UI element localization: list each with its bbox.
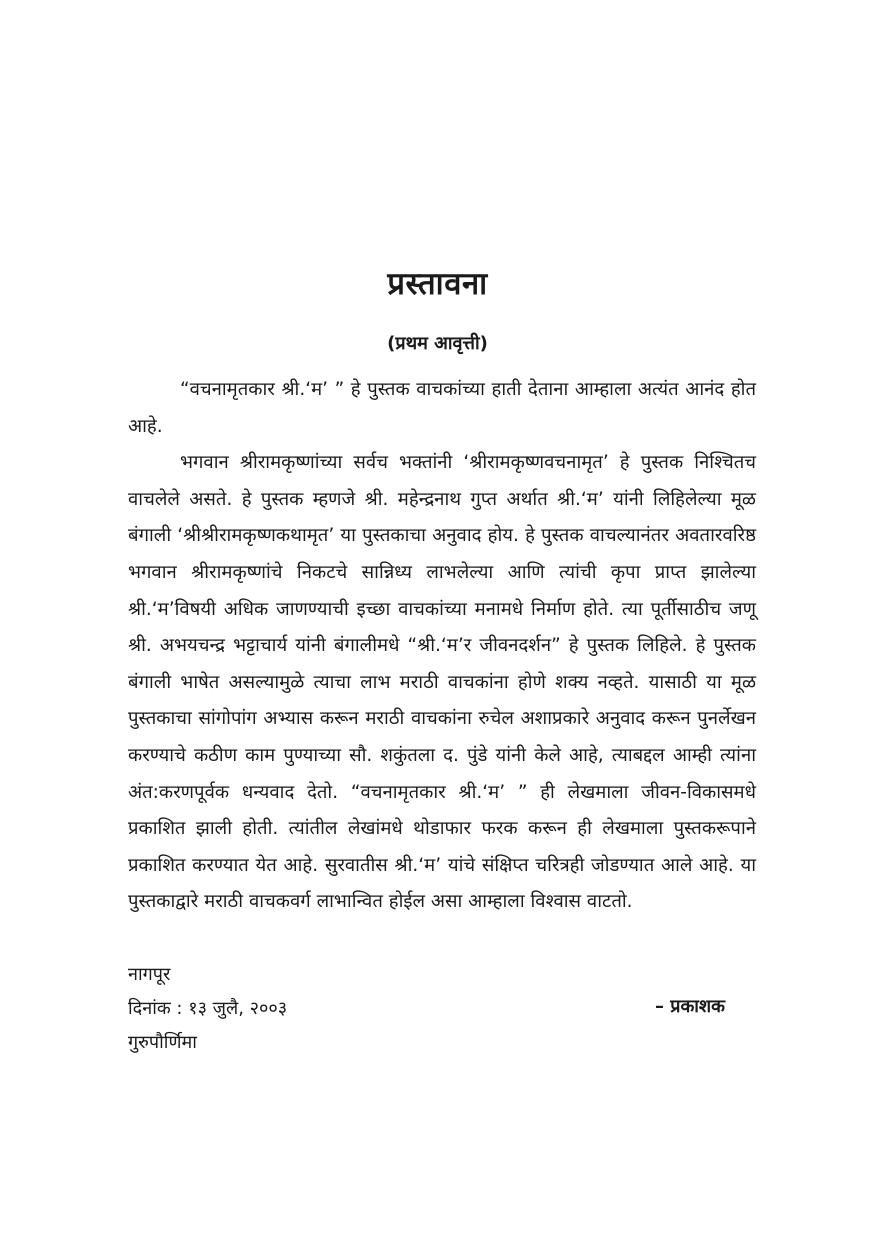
- footer-place: नागपूर: [128, 964, 171, 985]
- publisher-signature: – प्रकाशक: [654, 996, 725, 1017]
- paragraph-2: भगवान श्रीरामकृष्णांच्या सर्वच भक्तांनी ‘श्रीरामकृष्णवचनामृत’ हे पुस्तक निश्चितच वाचलेले असते. हे पुस्तक म्हणजे श्री. महेन्द्रनाथ गुप्त अर्थात श्री.‘म’ यांनी लिहिलेल्या मूळ बंगाली ‘श्रीश्रीरामकृष्णकथामृत’ या पुस्तकाचा अनुवाद होय. हे पुस्तक वाचल्यानंतर अवतारवरिष्ठ भगवान श्रीरामकृष्णांचे निकटचे सान्निध्य लाभलेल्या आणि त्यांची कृपा प्राप्त झालेल्या श्री.‘म’विषयी अधिक जाणण्याची इच्छा वाचकांच्या मनामधे निर्माण होते. त्या पूर्तीसाठीच जणू श्री. अभयचन्द्र भट्टाचार्य यांनी बंगालीमधे “श्री.‘म’र जीवनदर्शन” हे पुस्तक लिहिले. हे पुस्तक बंगाली भाषेत असल्यामुळे त्याचा लाभ मराठी वाचकांना होणे शक्य नव्हते. यासाठी या मूळ पुस्तकाचा सांगोपांग अभ्यास करून मराठी वाचकांना रुचेल अशाप्रकारे अनुवाद करून पुनर्लेखन करण्याचे कठीण काम पुण्याच्या सौ. शकुंतला द. पुंडे यांनी केले आहे, त्याबद्दल आम्ही त्यांना अंत:करणपूर्वक धन्यवाद देतो. “वचनामृतकार श्री.‘म’ ” ही लेखमाला जीवन-विकासमधे प्रकाशित झाली होती. त्यांतील लेखांमधे थोडाफार फरक करून ही लेखमाला पुस्तकरूपाने प्रकाशित करण्यात येत आहे. सुरवातीस श्री.‘म’ यांचे संक्षिप्त चरित्रही जोडण्यात आले आहे. या पुस्तकाद्वारे मराठी वाचकवर्ग लाभान्वित होईल असा आम्हाला विश्वास वाटतो.: [128, 452, 756, 913]
- footer-occasion: गुरुपौर्णिमा: [128, 1032, 197, 1053]
- preface-body: [128, 372, 756, 921]
- footer-date: दिनांक : १३ जुलै, २००३: [128, 998, 288, 1019]
- paragraph-1: “वचनामृतकार श्री.‘म’ ” हे पुस्तक वाचकांच्या हाती देताना आम्हाला अत्यंत आनंद होत आहे.: [128, 379, 756, 437]
- page-title: प्रस्तावना: [387, 266, 488, 302]
- page-subtitle: (प्रथम आवृत्ती): [387, 333, 488, 354]
